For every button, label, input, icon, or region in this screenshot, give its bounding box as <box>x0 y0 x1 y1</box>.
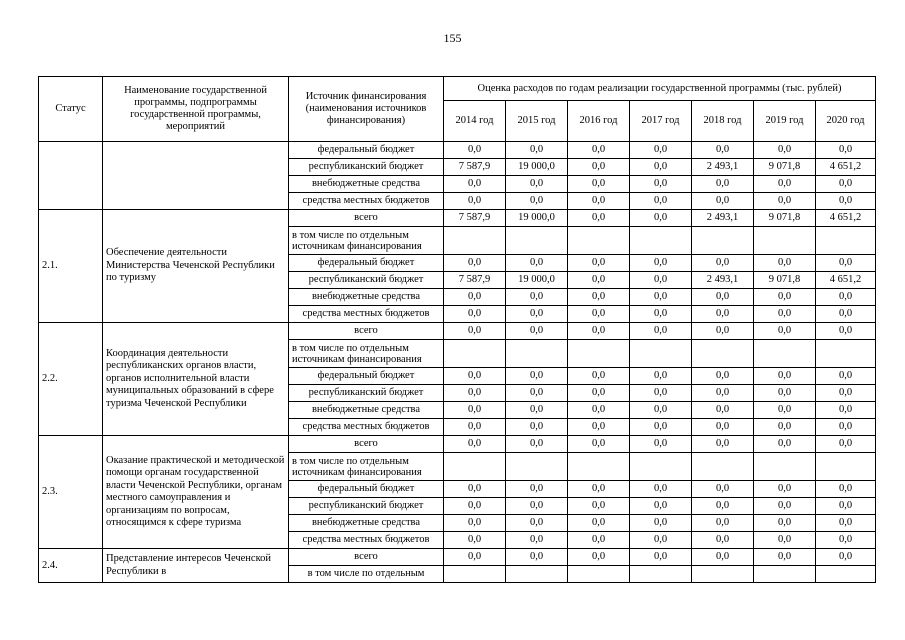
section-name: Оказание практической и методической помощи органам государственной власти Чеченской Республики, органам местного самоуправления и организациям по вопросам, относящимся к сфере туризма <box>103 436 289 549</box>
value-cell <box>754 340 816 368</box>
value-cell: 4 651,2 <box>816 210 876 227</box>
section-code: 2.1. <box>39 210 103 323</box>
section-code: 2.3. <box>39 436 103 549</box>
value-cell: 0,0 <box>630 142 692 159</box>
value-cell: 0,0 <box>630 402 692 419</box>
value-cell <box>692 453 754 481</box>
value-cell: 0,0 <box>692 515 754 532</box>
source-cell: республиканский бюджет <box>289 385 444 402</box>
value-cell: 0,0 <box>444 419 506 436</box>
value-cell: 0,0 <box>630 193 692 210</box>
value-cell: 0,0 <box>506 289 568 306</box>
value-cell: 0,0 <box>692 402 754 419</box>
value-cell: 19 000,0 <box>506 272 568 289</box>
header-name: Наименование государственной программы, подпрограммы государственной программы, мероприятий <box>103 77 289 142</box>
value-cell: 0,0 <box>506 368 568 385</box>
source-cell: средства местных бюджетов <box>289 306 444 323</box>
source-cell: внебюджетные средства <box>289 176 444 193</box>
value-cell: 0,0 <box>816 368 876 385</box>
value-cell: 0,0 <box>506 532 568 549</box>
value-cell: 0,0 <box>816 481 876 498</box>
value-cell: 0,0 <box>630 532 692 549</box>
value-cell <box>816 566 876 583</box>
value-cell: 0,0 <box>692 323 754 340</box>
value-cell: 0,0 <box>692 385 754 402</box>
value-cell: 0,0 <box>568 402 630 419</box>
value-cell <box>506 453 568 481</box>
value-cell: 0,0 <box>444 193 506 210</box>
value-cell: 0,0 <box>816 549 876 566</box>
value-cell: 0,0 <box>754 368 816 385</box>
value-cell <box>630 227 692 255</box>
source-cell: внебюджетные средства <box>289 289 444 306</box>
value-cell: 0,0 <box>630 176 692 193</box>
value-cell: 2 493,1 <box>692 272 754 289</box>
value-cell: 0,0 <box>630 549 692 566</box>
value-cell: 7 587,9 <box>444 159 506 176</box>
value-cell: 0,0 <box>444 436 506 453</box>
value-cell: 0,0 <box>630 481 692 498</box>
section-code: 2.2. <box>39 323 103 436</box>
value-cell: 0,0 <box>816 306 876 323</box>
value-cell <box>630 453 692 481</box>
value-cell: 0,0 <box>630 436 692 453</box>
value-cell: 0,0 <box>506 385 568 402</box>
value-cell: 0,0 <box>444 176 506 193</box>
value-cell: 0,0 <box>754 498 816 515</box>
value-cell: 0,0 <box>444 402 506 419</box>
table-row <box>39 436 876 453</box>
value-cell: 0,0 <box>754 419 816 436</box>
value-cell: 0,0 <box>692 142 754 159</box>
value-cell: 0,0 <box>754 515 816 532</box>
value-cell <box>692 340 754 368</box>
value-cell: 0,0 <box>506 176 568 193</box>
value-cell: 0,0 <box>816 176 876 193</box>
value-cell: 4 651,2 <box>816 272 876 289</box>
value-cell: 0,0 <box>754 323 816 340</box>
value-cell: 0,0 <box>568 210 630 227</box>
value-cell: 0,0 <box>630 419 692 436</box>
value-cell: 0,0 <box>506 193 568 210</box>
source-cell: республиканский бюджет <box>289 159 444 176</box>
value-cell <box>444 566 506 583</box>
value-cell: 0,0 <box>816 532 876 549</box>
source-cell: федеральный бюджет <box>289 142 444 159</box>
value-cell: 9 071,8 <box>754 210 816 227</box>
value-cell: 0,0 <box>692 498 754 515</box>
value-cell: 0,0 <box>444 255 506 272</box>
value-cell: 0,0 <box>444 532 506 549</box>
value-cell: 0,0 <box>754 176 816 193</box>
value-cell: 0,0 <box>630 368 692 385</box>
source-cell: в том числе по отдельным источникам финансирования <box>289 227 444 255</box>
section-code: 2.4. <box>39 549 103 583</box>
value-cell: 0,0 <box>630 159 692 176</box>
value-cell: 0,0 <box>692 368 754 385</box>
value-cell: 0,0 <box>754 436 816 453</box>
value-cell: 0,0 <box>630 498 692 515</box>
value-cell: 0,0 <box>630 272 692 289</box>
source-cell: в том числе по отдельным источникам финансирования <box>289 340 444 368</box>
value-cell <box>444 453 506 481</box>
value-cell: 0,0 <box>754 481 816 498</box>
value-cell: 0,0 <box>568 142 630 159</box>
value-cell: 0,0 <box>444 306 506 323</box>
source-cell: всего <box>289 210 444 227</box>
value-cell: 0,0 <box>568 549 630 566</box>
value-cell: 2 493,1 <box>692 210 754 227</box>
table-row <box>39 210 876 227</box>
value-cell: 0,0 <box>506 481 568 498</box>
header-year: 2016 год <box>568 101 630 142</box>
value-cell: 0,0 <box>444 515 506 532</box>
value-cell: 0,0 <box>754 255 816 272</box>
value-cell: 0,0 <box>568 368 630 385</box>
table-row <box>39 549 876 566</box>
value-cell: 0,0 <box>568 419 630 436</box>
value-cell <box>506 566 568 583</box>
table-row <box>39 323 876 340</box>
value-cell: 0,0 <box>816 385 876 402</box>
section-name: Координация деятельности республиканских органов власти, органов исполнительной власти муниципальных образований в сфере туризма Чеченской Республики <box>103 323 289 436</box>
value-cell <box>506 227 568 255</box>
budget-table <box>38 76 876 583</box>
value-cell: 0,0 <box>444 289 506 306</box>
header-year: 2017 год <box>630 101 692 142</box>
header-year: 2019 год <box>754 101 816 142</box>
value-cell: 0,0 <box>630 289 692 306</box>
value-cell: 0,0 <box>754 289 816 306</box>
value-cell: 0,0 <box>568 515 630 532</box>
header-year: 2018 год <box>692 101 754 142</box>
value-cell: 0,0 <box>816 255 876 272</box>
value-cell <box>630 340 692 368</box>
value-cell <box>692 227 754 255</box>
value-cell: 0,0 <box>754 402 816 419</box>
value-cell: 0,0 <box>568 385 630 402</box>
value-cell: 0,0 <box>568 272 630 289</box>
value-cell: 0,0 <box>692 549 754 566</box>
value-cell: 0,0 <box>630 210 692 227</box>
source-cell: республиканский бюджет <box>289 272 444 289</box>
section-name: Обеспечение деятельности Министерства Чеченской Республики по туризму <box>103 210 289 323</box>
value-cell: 0,0 <box>568 436 630 453</box>
source-cell: средства местных бюджетов <box>289 532 444 549</box>
value-cell: 0,0 <box>506 255 568 272</box>
value-cell: 0,0 <box>568 193 630 210</box>
value-cell: 0,0 <box>692 255 754 272</box>
value-cell: 0,0 <box>816 323 876 340</box>
value-cell <box>630 566 692 583</box>
source-cell: федеральный бюджет <box>289 255 444 272</box>
source-cell: федеральный бюджет <box>289 481 444 498</box>
value-cell: 0,0 <box>444 549 506 566</box>
value-cell: 19 000,0 <box>506 159 568 176</box>
value-cell: 0,0 <box>692 481 754 498</box>
source-cell: средства местных бюджетов <box>289 193 444 210</box>
section-name: Представление интересов Чеченской Республики в <box>103 549 289 583</box>
value-cell <box>816 453 876 481</box>
value-cell: 0,0 <box>568 532 630 549</box>
source-cell: всего <box>289 436 444 453</box>
source-cell: внебюджетные средства <box>289 515 444 532</box>
value-cell <box>444 227 506 255</box>
value-cell: 0,0 <box>444 323 506 340</box>
value-cell: 0,0 <box>444 368 506 385</box>
value-cell <box>754 566 816 583</box>
value-cell: 0,0 <box>568 498 630 515</box>
value-cell: 7 587,9 <box>444 272 506 289</box>
header-year: 2020 год <box>816 101 876 142</box>
source-cell: средства местных бюджетов <box>289 419 444 436</box>
source-cell: внебюджетные средства <box>289 402 444 419</box>
value-cell: 7 587,9 <box>444 210 506 227</box>
value-cell: 9 071,8 <box>754 159 816 176</box>
source-cell: республиканский бюджет <box>289 498 444 515</box>
value-cell <box>506 340 568 368</box>
value-cell: 0,0 <box>630 515 692 532</box>
source-cell: в том числе по отдельным <box>289 566 444 583</box>
table-row <box>39 142 876 159</box>
value-cell <box>816 340 876 368</box>
value-cell <box>444 340 506 368</box>
header-source: Источник финансирования (наименования источников финансирования) <box>289 77 444 142</box>
value-cell: 0,0 <box>692 532 754 549</box>
value-cell: 0,0 <box>692 306 754 323</box>
value-cell: 0,0 <box>444 142 506 159</box>
value-cell <box>568 566 630 583</box>
value-cell: 0,0 <box>568 176 630 193</box>
value-cell <box>692 566 754 583</box>
table-body <box>39 142 876 583</box>
value-cell: 0,0 <box>692 436 754 453</box>
value-cell: 0,0 <box>506 402 568 419</box>
value-cell <box>568 340 630 368</box>
value-cell: 0,0 <box>506 323 568 340</box>
value-cell: 0,0 <box>816 498 876 515</box>
status-cell <box>39 142 103 210</box>
header-year: 2015 год <box>506 101 568 142</box>
value-cell: 0,0 <box>506 498 568 515</box>
value-cell: 9 071,8 <box>754 272 816 289</box>
value-cell: 0,0 <box>506 436 568 453</box>
value-cell: 0,0 <box>506 515 568 532</box>
value-cell: 0,0 <box>630 323 692 340</box>
value-cell: 0,0 <box>816 515 876 532</box>
value-cell <box>754 227 816 255</box>
value-cell <box>754 453 816 481</box>
value-cell: 0,0 <box>568 159 630 176</box>
value-cell: 0,0 <box>506 306 568 323</box>
value-cell: 0,0 <box>630 306 692 323</box>
value-cell: 0,0 <box>816 402 876 419</box>
value-cell: 0,0 <box>630 385 692 402</box>
value-cell: 0,0 <box>444 385 506 402</box>
value-cell: 0,0 <box>568 255 630 272</box>
value-cell: 0,0 <box>506 142 568 159</box>
header-year: 2014 год <box>444 101 506 142</box>
value-cell: 0,0 <box>444 481 506 498</box>
source-cell: всего <box>289 549 444 566</box>
value-cell: 0,0 <box>568 481 630 498</box>
page-number: 155 <box>443 31 462 45</box>
value-cell: 4 651,2 <box>816 159 876 176</box>
value-cell: 0,0 <box>568 289 630 306</box>
value-cell: 0,0 <box>568 323 630 340</box>
value-cell: 0,0 <box>816 289 876 306</box>
value-cell: 0,0 <box>754 306 816 323</box>
value-cell: 0,0 <box>692 289 754 306</box>
value-cell: 0,0 <box>444 498 506 515</box>
value-cell: 0,0 <box>816 419 876 436</box>
value-cell: 0,0 <box>754 142 816 159</box>
value-cell: 0,0 <box>568 306 630 323</box>
value-cell: 0,0 <box>506 549 568 566</box>
value-cell: 2 493,1 <box>692 159 754 176</box>
source-cell: всего <box>289 323 444 340</box>
value-cell <box>568 453 630 481</box>
value-cell: 0,0 <box>630 255 692 272</box>
value-cell: 0,0 <box>506 419 568 436</box>
value-cell: 0,0 <box>816 193 876 210</box>
value-cell: 0,0 <box>754 532 816 549</box>
value-cell: 0,0 <box>692 193 754 210</box>
value-cell: 0,0 <box>692 419 754 436</box>
value-cell: 0,0 <box>754 193 816 210</box>
value-cell <box>816 227 876 255</box>
source-cell: в том числе по отдельным источникам финансирования <box>289 453 444 481</box>
value-cell <box>568 227 630 255</box>
source-cell: федеральный бюджет <box>289 368 444 385</box>
name-cell <box>103 142 289 210</box>
value-cell: 0,0 <box>754 385 816 402</box>
value-cell: 19 000,0 <box>506 210 568 227</box>
value-cell: 0,0 <box>816 436 876 453</box>
value-cell: 0,0 <box>816 142 876 159</box>
value-cell: 0,0 <box>692 176 754 193</box>
header-status: Статус <box>39 77 103 142</box>
header-estimate: Оценка расходов по годам реализации государственной программы (тыс. рублей) <box>444 77 876 101</box>
value-cell: 0,0 <box>754 549 816 566</box>
